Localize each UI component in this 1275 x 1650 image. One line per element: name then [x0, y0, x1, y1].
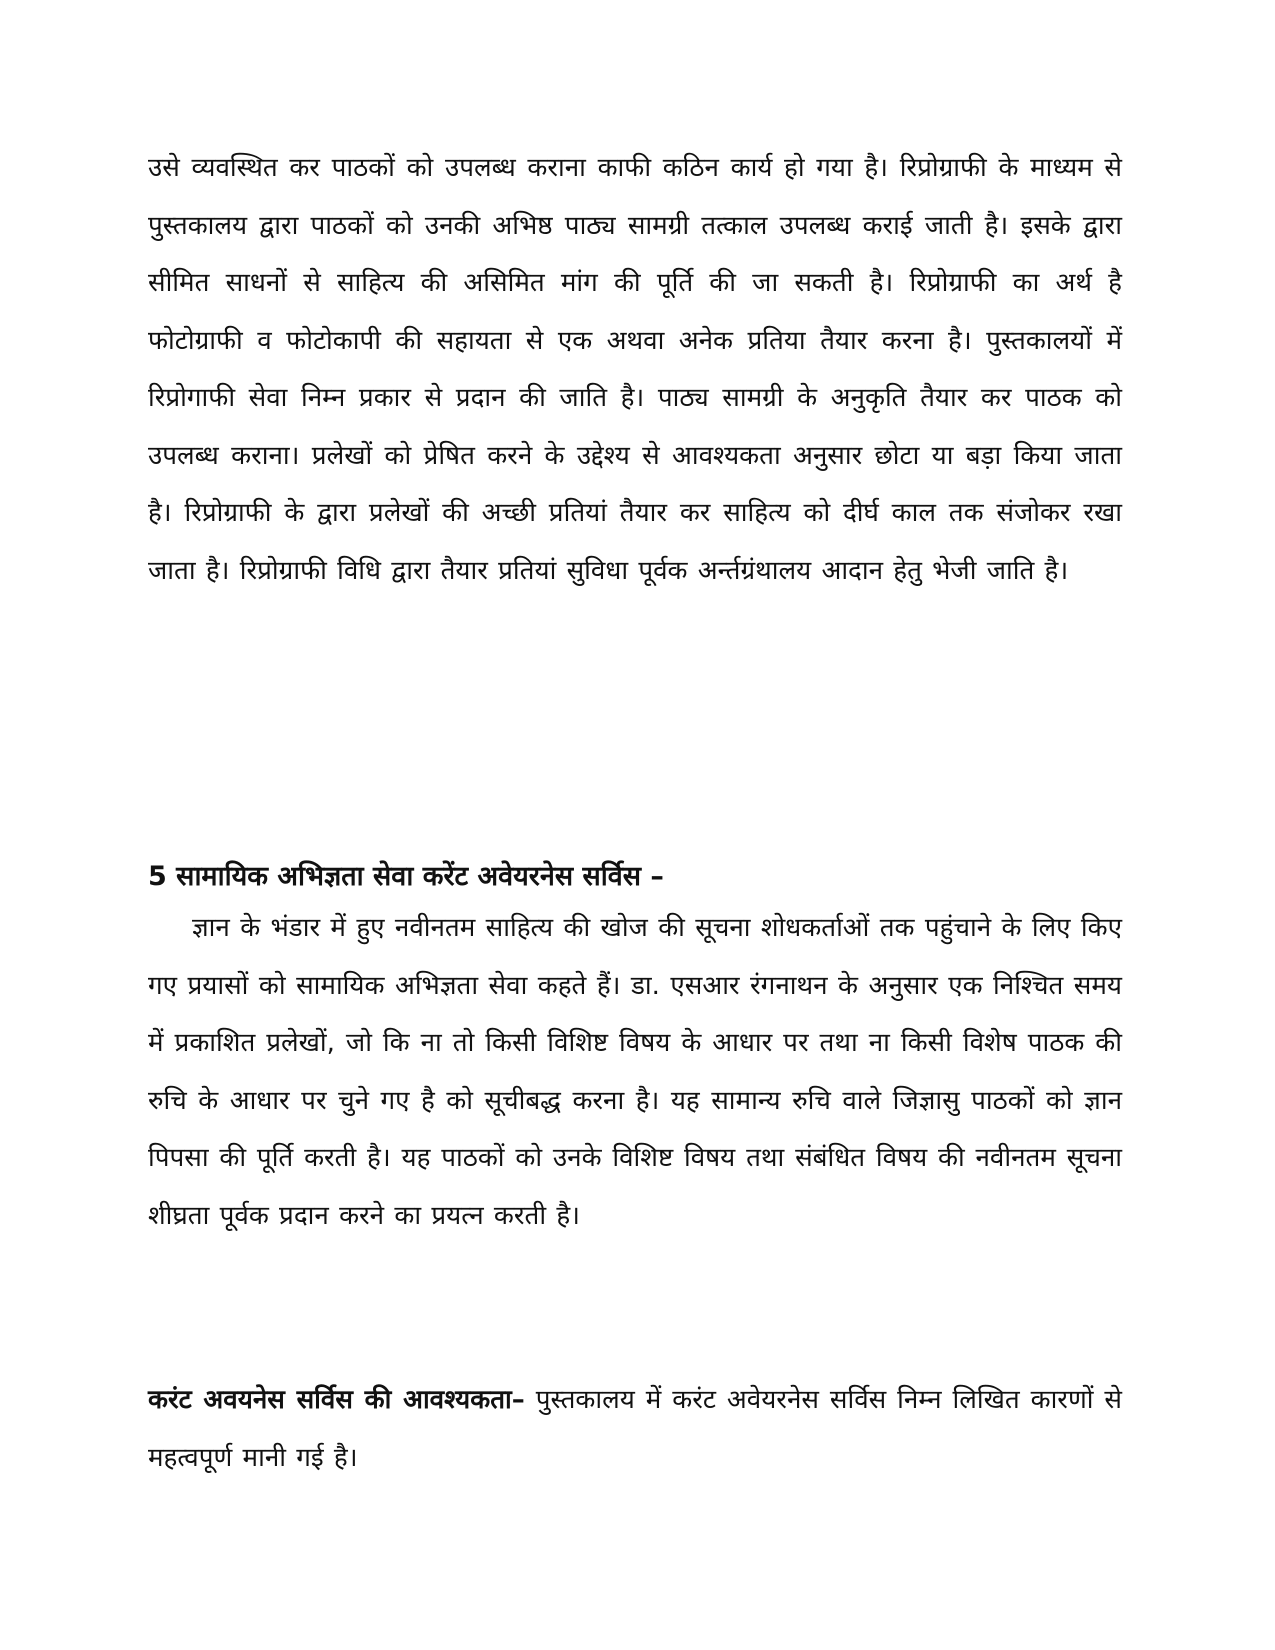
- paragraph-need-lead-heading: करंट अवयनेस सर्विस की आवश्यकता–: [148, 1385, 525, 1415]
- paragraph-need-body: पुस्तकालय में करंट अवेयरनेस सर्विस निम्न लिखित कारणों से महत्वपूर्ण मानी गई है।: [148, 1385, 1122, 1473]
- section-heading-current-awareness-service: 5 सामायिक अभिज्ञता सेवा करेंट अवेयरनेस सर्विस –: [148, 861, 664, 892]
- paragraph-reprography: उसे व्यवस्थित कर पाठकों को उपलब्ध कराना काफी कठिन कार्य हो गया है। रिप्रोग्राफी के माध्यम से पुस्तकालय द्वारा पाठकों को उनकी अभिष्ठ पाठ्य सामग्री तत्काल उपलब्ध कराई जाती है। इसके द्वारा सीमित साधनों से साहित्य की असिमित मांग की पूर्ति की जा सकती है। रिप्रोग्राफी का अर्थ है फोटोग्राफी व फोटोकापी की सहायता से एक अथवा अनेक प्रतिया तैयार करना है। पुस्तकालयों में रिप्रोगाफी सेवा निम्न प्रकार से प्रदान की जाति है। पाठ्य सामग्री के अनुकृति तैयार कर पाठक को उपलब्ध कराना। प्रलेखों को प्रेषित करने के उद्देश्य से आवश्यकता अनुसार छोटा या बड़ा किया जाता है। रिप्रोग्राफी के द्वारा प्रलेखों की अच्छी प्रतियां तैयार कर साहित्य को दीर्घ काल तक संजोकर रखा जाता है। रिप्रोग्राफी विधि द्वारा तैयार प्रतियां सुविधा पूर्वक अर्न्तग्रंथालय आदान हेतु भेजी जाति है।: [148, 153, 1122, 586]
- paragraph-current-awareness-need: [148, 1372, 1122, 1487]
- paragraph-current-awareness-definition: ज्ञान के भंडार में हुए नवीनतम साहित्य की खोज की सूचना शोधकर्ताओं तक पहुंचाने के लिए किए गए प्रयासों को सामायिक अभिज्ञता सेवा कहते हैं। डा. एसआर रंगनाथन के अनुसार एक निश्चित समय में प्रकाशित प्रलेखों, जो कि ना तो किसी विशिष्ट विषय के आधार पर तथा ना किसी विशेष पाठक की रुचि के आधार पर चुने गए है को सूचीबद्ध करना है। यह सामान्य रुचि वाले जिज्ञासु पाठकों को ज्ञान पिपसा की पूर्ति करती है। यह पाठकों को उनके विशिष्ट विषय तथा संबंधित विषय की नवीनतम सूचना शीघ्रता पूर्वक प्रदान करने का प्रयत्न करती है।: [148, 913, 1122, 1231]
